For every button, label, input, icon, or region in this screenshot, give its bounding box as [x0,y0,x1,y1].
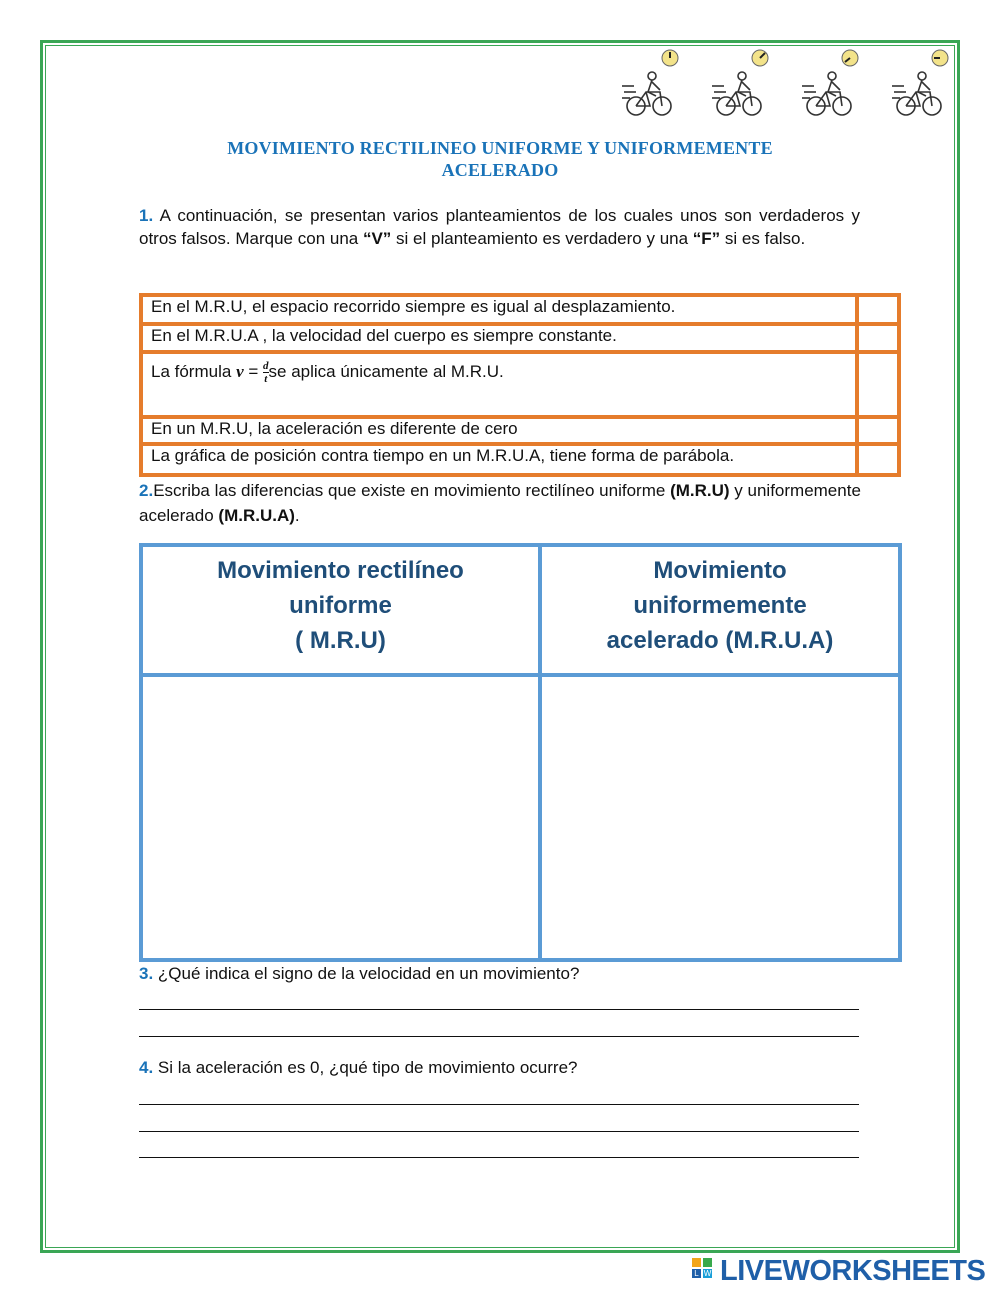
table-row [141,444,899,475]
question-2: 2.Escriba las diferencias que existe en movimiento rectilíneo uniforme (M.R.U) y uniformemente acelerado (M.R.U.A). [139,481,861,525]
table-row [141,545,900,675]
answer-line[interactable] [139,1157,859,1158]
table-row [141,295,899,324]
statement-text: En el M.R.U.A , la velocidad del cuerpo es siempre constante. [141,324,857,352]
logo-square-icon: W [703,1269,712,1278]
logo-square-icon [703,1258,712,1267]
statement-text: La fórmula v = $\frac{d}{t}$ se aplica únicamente al M.R.U. [141,352,857,417]
answer-cell[interactable] [857,417,899,444]
answer-line[interactable] [139,1104,859,1105]
table-row [141,417,899,444]
question-4: 4. Si la aceleración es 0, ¿qué tipo de movimiento ocurre? [139,1058,578,1077]
statement-text: En el M.R.U, el espacio recorrido siempre es igual al desplazamiento. [141,295,857,324]
logo-text: LIVEWORKSHEETS [720,1255,986,1287]
table-row [141,352,899,417]
answer-cell[interactable] [857,295,899,324]
table-row [141,324,899,352]
true-false-table [139,293,901,477]
answer-cell[interactable] [857,324,899,352]
statement-text: La gráfica de posición contra tiempo en un M.R.U.A, tiene forma de parábola. [141,444,857,475]
cyclist-icon [710,46,770,118]
question-1: 1. A continuación, se presentan varios planteamientos de los cuales unos son verdaderos y otros falsos. Marque con una “V” si el planteamiento es verdadero y una “F” si es falso. [139,206,860,248]
answer-line[interactable] [139,1009,859,1010]
answer-area-mrua[interactable] [540,675,900,960]
statement-text: En un M.R.U, la aceleración es diferente de cero [141,417,857,444]
cyclist-icon [890,46,950,118]
question-3: 3. ¿Qué indica el signo de la velocidad en un movimiento? [139,964,580,983]
logo-square-icon [692,1258,701,1267]
liveworksheets-logo [692,1256,992,1286]
cyclist-icon [620,46,680,118]
cyclist-icon [800,46,860,118]
answer-line[interactable] [139,1131,859,1132]
comparison-table [139,543,902,962]
header-mrua: Movimiento uniformemente acelerado (M.R.U.A) [540,545,900,675]
table-row [141,675,900,960]
answer-cell[interactable] [857,444,899,475]
formula-fraction: $\frac{d}{t}$ [263,360,269,385]
header-mru: Movimiento rectilíneo uniforme ( M.R.U) [141,545,540,675]
cyclists-illustration [620,46,950,121]
page-title: MOVIMIENTO RECTILINEO UNIFORME Y UNIFORMEMENTE ACELERADO [227,138,773,180]
answer-cell[interactable] [857,352,899,417]
answer-area-mru[interactable] [141,675,540,960]
answer-line[interactable] [139,1036,859,1037]
logo-square-icon: L [692,1269,701,1278]
